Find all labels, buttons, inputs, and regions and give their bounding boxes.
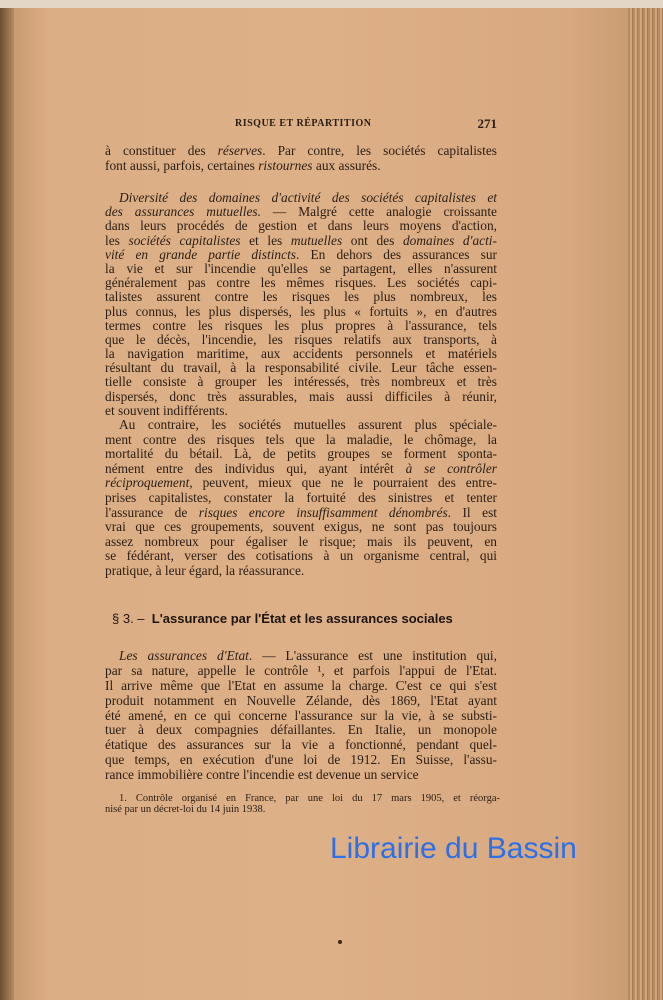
italic-text: des assurances mutuelles. xyxy=(105,204,261,220)
text-line xyxy=(105,737,497,752)
text: rance immobilière contre l'incendie est devenue un service xyxy=(105,767,419,783)
text-line xyxy=(105,722,497,737)
page-edges xyxy=(628,0,663,1000)
running-title: RISQUE ET RÉPARTITION xyxy=(235,118,372,129)
italic-text: à se contrôler xyxy=(405,460,497,476)
watermark: Librairie du Bassin xyxy=(330,832,577,865)
text-line xyxy=(105,143,497,158)
text: . — L'assurance est une institution qui, xyxy=(248,648,497,663)
text-line xyxy=(105,158,497,173)
text-line xyxy=(105,403,497,417)
italic-text: sociétés capitalistes xyxy=(128,232,241,248)
text-line xyxy=(105,752,497,767)
text-line xyxy=(105,275,497,289)
text: à constituer des xyxy=(105,143,218,158)
text: tuer à deux compagnies défaillantes. En Italie, un monopole xyxy=(105,722,497,738)
text: par sa nature, appelle le contrôle ¹, et parfois l'appui de l'Etat. xyxy=(105,662,497,678)
text-line xyxy=(105,233,497,247)
text-line xyxy=(105,693,497,708)
text-line xyxy=(105,389,497,403)
text: nisé par un décret-loi du 14 juin 1938. xyxy=(105,804,266,815)
text-line xyxy=(105,218,497,232)
text-line xyxy=(105,663,497,678)
text-line xyxy=(105,534,497,549)
text: Au contraire, les sociétés mutuelles assurent plus spéciale- xyxy=(119,417,497,432)
top-margin xyxy=(0,0,663,8)
section-number: § 3. – xyxy=(112,611,145,626)
text: été amené, en ce qui concerne l'assurance sur la vie, à se substi- xyxy=(105,707,497,723)
text: produit notamment en Nouvelle Zélande, dès 1869, l'Etat ayant xyxy=(105,692,497,708)
section-title: L'assurance par l'État et les assurances sociales xyxy=(151,611,453,626)
text: la vie et sur l'incendie qu'elles se partagent, elles n'assurent xyxy=(105,260,497,276)
ink-spot xyxy=(338,940,342,944)
text-line xyxy=(105,204,497,218)
italic-text: risques encore insuffisamment dénombrés xyxy=(198,504,448,520)
text: termes contre les risques les plus propres à l'assurance, tels xyxy=(105,317,497,333)
paragraph-reserves xyxy=(105,143,497,173)
italic-text: ristournes xyxy=(258,158,313,173)
text-line xyxy=(105,190,497,204)
text: pratique, à leur égard, la réassurance. xyxy=(105,562,305,578)
text-line xyxy=(105,804,500,815)
text-line xyxy=(105,767,497,782)
text: aux assurés. xyxy=(312,158,381,173)
section-heading xyxy=(112,611,453,626)
text: que le décès, l'incendie, les risques relatifs aux transports, à xyxy=(105,331,497,347)
text-line xyxy=(105,417,497,432)
text-line xyxy=(105,563,497,578)
text-line xyxy=(105,519,497,534)
text-line xyxy=(105,360,497,374)
text: talistes assurent contre les risques les plus nombreux, les xyxy=(105,289,497,305)
text-line xyxy=(105,289,497,303)
text: dispersés, donc très assurables, mais aussi difficiles à réunir, xyxy=(105,388,497,404)
text-line xyxy=(105,374,497,388)
text: plus connus, les plus dispersés, les plus « fortuits », en d'autres xyxy=(105,303,497,319)
text-line xyxy=(105,793,500,804)
text: tielle consiste à grouper les intéressés, très nombreux et très xyxy=(105,374,497,390)
text-line xyxy=(105,461,497,476)
paragraph-assurances-etat xyxy=(105,648,497,782)
italic-text: Les assurances d'Etat xyxy=(119,648,249,663)
text: et les xyxy=(240,232,291,248)
book-spine-edge xyxy=(0,0,14,1000)
text-line xyxy=(105,318,497,332)
paragraph-au-contraire xyxy=(105,417,497,578)
text-line xyxy=(105,247,497,261)
text-line xyxy=(105,432,497,447)
footnote xyxy=(105,793,500,815)
text: nément entre des individus qui, ayant intérêt xyxy=(105,460,406,476)
text-line xyxy=(105,678,497,693)
text: mortalité du bétail. Là, de petits groupes se forment sponta- xyxy=(105,446,497,462)
text-line xyxy=(105,346,497,360)
text: 1. Contrôle organisé en France, par une loi du 17 mars 1905, et réorga- xyxy=(119,793,500,804)
text: — Malgré cette analogie croissante xyxy=(260,204,497,220)
text: assez nombreux pour égaliser le risque; mais ils peuvent, en xyxy=(105,533,497,549)
text: Il arrive même que l'Etat en assume la charge. C'est ce qui s'est xyxy=(105,677,497,693)
text: se fédérant, verser des cotisations à un organisme central, qui xyxy=(105,548,497,564)
italic-text: Diversité des domaines d'activité des sociétés capitalistes et xyxy=(119,190,497,205)
text-line xyxy=(105,304,497,318)
italic-text: réciproquement, xyxy=(105,475,193,491)
text-line xyxy=(105,648,497,663)
text: . En dehors des assurances sur xyxy=(296,246,497,262)
text-line xyxy=(105,332,497,346)
text-line xyxy=(105,505,497,520)
text: vrai que ces groupements, souvent exigus, ne sont pas toujours xyxy=(105,519,497,535)
text: les xyxy=(105,232,129,248)
text: peuvent, mieux que ne le pourraient des entre- xyxy=(192,475,497,491)
italic-text: domaines d'acti- xyxy=(402,232,497,248)
italic-text: réserves xyxy=(217,143,263,158)
text: ont des xyxy=(342,232,403,248)
italic-text: mutuelles xyxy=(290,232,343,248)
text-line xyxy=(105,261,497,275)
text-line xyxy=(105,708,497,723)
text: la navigation maritime, aux accidents personnels et matériels xyxy=(105,346,497,362)
text: résultant du travail, à la responsabilité civile. Leur tâche essen- xyxy=(105,360,497,376)
text-line xyxy=(105,490,497,505)
paragraph-diversite xyxy=(105,190,497,417)
text: . Il est xyxy=(447,504,497,520)
text: l'assurance de xyxy=(105,504,199,520)
italic-text: vité en grande partie distincts xyxy=(105,246,296,262)
text: et souvent indifférents. xyxy=(105,402,228,418)
text-line xyxy=(105,446,497,461)
text: généralement pas contre les mêmes risques. Les sociétés capi- xyxy=(105,275,497,291)
text: font aussi, parfois, certaines xyxy=(105,158,259,173)
text-line xyxy=(105,548,497,563)
text: que temps, en exécution d'une loi de 1912. En Suisse, l'assu- xyxy=(105,752,497,768)
text-line xyxy=(105,475,497,490)
page-number: 271 xyxy=(477,116,497,131)
text: prises capitalistes, constater la fortuité des sinistres et tenter xyxy=(105,489,497,505)
text: . Par contre, les sociétés capitalistes xyxy=(262,143,498,158)
text: étatique des assurances sur la vie a fonctionné, pendant quel- xyxy=(105,737,497,753)
text: dans leurs procédés de gestion et dans leurs moyens d'action, xyxy=(105,218,497,234)
text: ment contre des risques tels que la maladie, le chômage, la xyxy=(105,431,497,447)
